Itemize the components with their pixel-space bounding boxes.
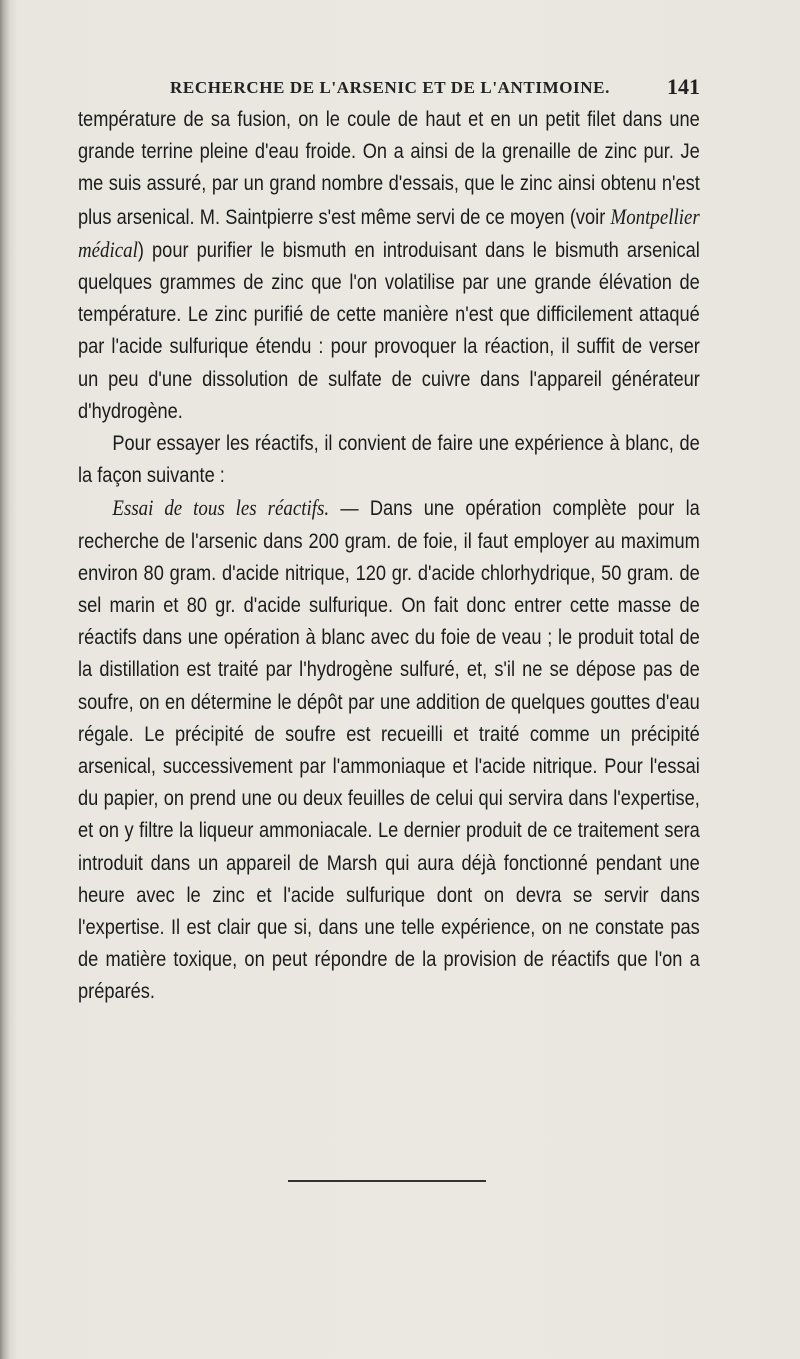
page-number: 141 [667,74,700,99]
journal-title: Montpellier médical [78,203,700,262]
paragraph-1-text-after: ) pour purifier le bismuth en introduisant dans le bismuth arsenical quelques grammes de zinc que l'on volatilise par une grande élévation de température. Le zinc purifié de cette manière n'est que difficilement attaqué par l'acide sulfurique étendu : pour provoquer la réaction, il suffit de verser un peu d'une dissolution de sulfate de cuivre dans l'appareil générateur d'hydrogène. [78,238,700,423]
paragraph-1-text: température de sa fusion, on le coule de haut et en un petit filet dans une grande terrine pleine d'eau froide. On a ainsi de la grenaille de zinc pur. Je me suis assuré, par un grand nombre d'essais, que le zinc ainsi obtenu n'est plus arsenical. M. Saintpierre s'est même servi de ce moyen (voir [78,108,700,229]
section-heading: Essai de tous les réactifs. [112,495,330,521]
paragraph-3 [78,492,700,1008]
running-head: RECHERCHE DE L'ARSENIC ET DE L'ANTIMOINE. [170,78,610,97]
body-text [78,104,700,1009]
paragraph-3-text: — Dans une opération complète pour la recherche de l'arsenic dans 200 gram. de foie, il faut employer au maximum environ 80 gram. d'acide nitrique, 120 gr. d'acide chlorhydrique, 50 gram. de sel marin et 80 gr. d'acide sulfurique. On fait donc entrer cette masse de réactifs dans une opération à blanc avec du foie de veau ; le produit total de la distillation est traité par l'hydrogène sulfuré, et, s'il ne se dépose pas de soufre, on en détermine le dépôt par une addition de quelques gouttes d'eau régale. Le précipité de soufre est recueilli et traité comme un précipité arsenical, successivement par l'ammoniaque et l'acide nitrique. Pour l'essai du papier, on prend une ou deux feuilles de celui qui servira dans l'expertise, et on y filtre la liqueur ammoniacale. Le dernier produit de ce traitement sera introduit dans un appareil de Marsh qui aura déjà fonctionné pendant une heure avec le zinc et l'acide sulfurique dont on devra se servir dans l'expertise. Il est clair que si, dans une telle expérience, on ne constate pas de matière toxique, on peut répondre de la provision de réactifs que l'on a préparés. [78,497,700,1004]
page-header [170,74,700,104]
paragraph-1 [78,104,700,428]
paragraph-2: Pour essayer les réactifs, il convient de faire une expérience à blanc, de la façon suivante : [78,432,700,488]
closing-rule [288,1180,486,1182]
